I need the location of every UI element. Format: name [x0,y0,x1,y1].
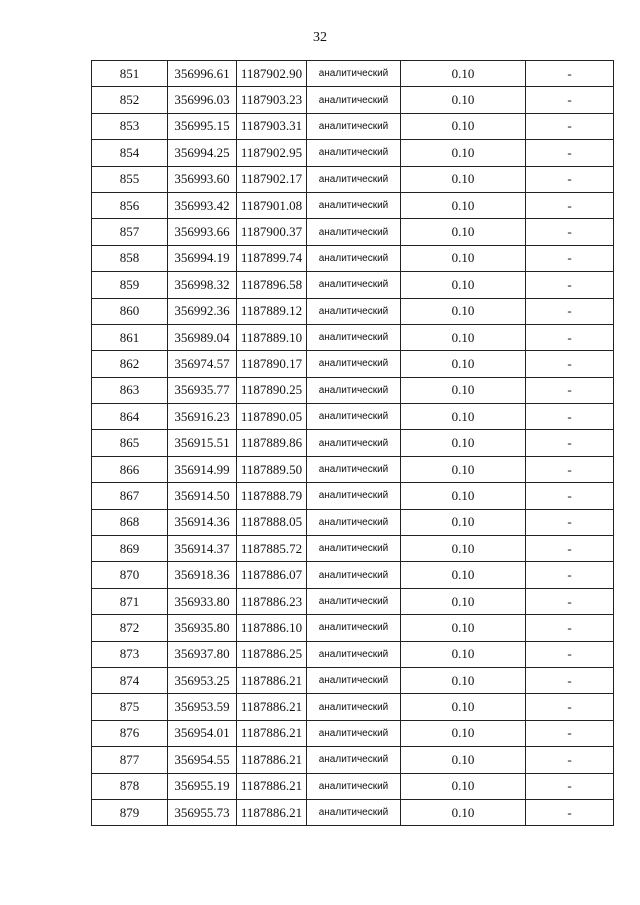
table-row [92,377,614,403]
point-number-cell: 856 [92,192,168,218]
note-cell: - [526,377,614,403]
accuracy-cell: 0.10 [401,720,526,746]
note-cell: - [526,773,614,799]
table-row [92,430,614,456]
x-coordinate-cell: 356993.60 [168,166,237,192]
y-coordinate-cell: 1187899.74 [237,245,307,271]
method-cell: аналитический [307,272,401,298]
note-cell: - [526,430,614,456]
note-cell: - [526,588,614,614]
accuracy-cell: 0.10 [401,694,526,720]
point-number-cell: 873 [92,641,168,667]
y-coordinate-cell: 1187886.07 [237,562,307,588]
accuracy-cell: 0.10 [401,562,526,588]
method-cell: аналитический [307,536,401,562]
method-cell: аналитический [307,456,401,482]
point-number-cell: 860 [92,298,168,324]
y-coordinate-cell: 1187889.50 [237,456,307,482]
method-cell: аналитический [307,747,401,773]
table-row [92,113,614,139]
note-cell: - [526,87,614,113]
y-coordinate-cell: 1187886.21 [237,694,307,720]
y-coordinate-cell: 1187888.05 [237,509,307,535]
point-number-cell: 875 [92,694,168,720]
table-row [92,562,614,588]
method-cell: аналитический [307,799,401,825]
x-coordinate-cell: 356994.19 [168,245,237,271]
y-coordinate-cell: 1187902.17 [237,166,307,192]
note-cell: - [526,615,614,641]
accuracy-cell: 0.10 [401,404,526,430]
point-number-cell: 877 [92,747,168,773]
table-row [92,694,614,720]
point-number-cell: 866 [92,456,168,482]
table-row [92,404,614,430]
point-number-cell: 857 [92,219,168,245]
x-coordinate-cell: 356953.25 [168,667,237,693]
y-coordinate-cell: 1187890.05 [237,404,307,430]
x-coordinate-cell: 356914.99 [168,456,237,482]
coordinates-table-body [92,61,614,826]
x-coordinate-cell: 356935.80 [168,615,237,641]
accuracy-cell: 0.10 [401,298,526,324]
note-cell: - [526,536,614,562]
accuracy-cell: 0.10 [401,113,526,139]
table-row [92,773,614,799]
table-row [92,324,614,350]
point-number-cell: 851 [92,61,168,87]
note-cell: - [526,483,614,509]
accuracy-cell: 0.10 [401,509,526,535]
method-cell: аналитический [307,166,401,192]
coordinates-table [91,60,614,826]
point-number-cell: 862 [92,351,168,377]
accuracy-cell: 0.10 [401,667,526,693]
x-coordinate-cell: 356995.15 [168,113,237,139]
note-cell: - [526,694,614,720]
accuracy-cell: 0.10 [401,773,526,799]
table-row [92,588,614,614]
note-cell: - [526,404,614,430]
note-cell: - [526,61,614,87]
x-coordinate-cell: 356954.01 [168,720,237,746]
table-row [92,351,614,377]
y-coordinate-cell: 1187886.21 [237,773,307,799]
method-cell: аналитический [307,773,401,799]
x-coordinate-cell: 356914.50 [168,483,237,509]
accuracy-cell: 0.10 [401,588,526,614]
x-coordinate-cell: 356993.66 [168,219,237,245]
accuracy-cell: 0.10 [401,351,526,377]
point-number-cell: 854 [92,140,168,166]
x-coordinate-cell: 356992.36 [168,298,237,324]
method-cell: аналитический [307,720,401,746]
page-number: 32 [313,30,327,45]
method-cell: аналитический [307,113,401,139]
x-coordinate-cell: 356994.25 [168,140,237,166]
note-cell: - [526,641,614,667]
point-number-cell: 876 [92,720,168,746]
x-coordinate-cell: 356915.51 [168,430,237,456]
table-row [92,87,614,113]
table-row [92,219,614,245]
method-cell: аналитический [307,404,401,430]
point-number-cell: 858 [92,245,168,271]
accuracy-cell: 0.10 [401,615,526,641]
y-coordinate-cell: 1187886.10 [237,615,307,641]
y-coordinate-cell: 1187901.08 [237,192,307,218]
method-cell: аналитический [307,667,401,693]
method-cell: аналитический [307,377,401,403]
accuracy-cell: 0.10 [401,641,526,667]
table-row [92,667,614,693]
accuracy-cell: 0.10 [401,61,526,87]
method-cell: аналитический [307,694,401,720]
x-coordinate-cell: 356996.03 [168,87,237,113]
point-number-cell: 855 [92,166,168,192]
point-number-cell: 853 [92,113,168,139]
x-coordinate-cell: 356916.23 [168,404,237,430]
note-cell: - [526,351,614,377]
accuracy-cell: 0.10 [401,219,526,245]
accuracy-cell: 0.10 [401,377,526,403]
y-coordinate-cell: 1187886.21 [237,667,307,693]
y-coordinate-cell: 1187886.23 [237,588,307,614]
x-coordinate-cell: 356993.42 [168,192,237,218]
method-cell: аналитический [307,588,401,614]
method-cell: аналитический [307,140,401,166]
y-coordinate-cell: 1187886.21 [237,799,307,825]
note-cell: - [526,219,614,245]
point-number-cell: 861 [92,324,168,350]
x-coordinate-cell: 356937.80 [168,641,237,667]
method-cell: аналитический [307,324,401,350]
accuracy-cell: 0.10 [401,324,526,350]
table-row [92,799,614,825]
point-number-cell: 867 [92,483,168,509]
method-cell: аналитический [307,298,401,324]
x-coordinate-cell: 356953.59 [168,694,237,720]
table-row [92,140,614,166]
note-cell: - [526,166,614,192]
note-cell: - [526,509,614,535]
method-cell: аналитический [307,87,401,113]
method-cell: аналитический [307,615,401,641]
table-row [92,615,614,641]
y-coordinate-cell: 1187885.72 [237,536,307,562]
table-row [92,192,614,218]
accuracy-cell: 0.10 [401,245,526,271]
note-cell: - [526,747,614,773]
y-coordinate-cell: 1187886.21 [237,720,307,746]
method-cell: аналитический [307,509,401,535]
x-coordinate-cell: 356954.55 [168,747,237,773]
y-coordinate-cell: 1187903.31 [237,113,307,139]
point-number-cell: 874 [92,667,168,693]
note-cell: - [526,192,614,218]
table-row [92,61,614,87]
x-coordinate-cell: 356935.77 [168,377,237,403]
y-coordinate-cell: 1187890.17 [237,351,307,377]
table-row [92,272,614,298]
table-row [92,483,614,509]
method-cell: аналитический [307,245,401,271]
method-cell: аналитический [307,219,401,245]
y-coordinate-cell: 1187886.25 [237,641,307,667]
accuracy-cell: 0.10 [401,747,526,773]
accuracy-cell: 0.10 [401,799,526,825]
point-number-cell: 878 [92,773,168,799]
point-number-cell: 879 [92,799,168,825]
point-number-cell: 859 [92,272,168,298]
point-number-cell: 865 [92,430,168,456]
accuracy-cell: 0.10 [401,272,526,298]
table-row [92,298,614,324]
table-row [92,509,614,535]
y-coordinate-cell: 1187903.23 [237,87,307,113]
accuracy-cell: 0.10 [401,192,526,218]
point-number-cell: 868 [92,509,168,535]
x-coordinate-cell: 356955.19 [168,773,237,799]
x-coordinate-cell: 356955.73 [168,799,237,825]
point-number-cell: 852 [92,87,168,113]
method-cell: аналитический [307,483,401,509]
y-coordinate-cell: 1187890.25 [237,377,307,403]
point-number-cell: 871 [92,588,168,614]
note-cell: - [526,140,614,166]
note-cell: - [526,298,614,324]
accuracy-cell: 0.10 [401,483,526,509]
y-coordinate-cell: 1187888.79 [237,483,307,509]
point-number-cell: 863 [92,377,168,403]
table-row [92,747,614,773]
note-cell: - [526,272,614,298]
method-cell: аналитический [307,61,401,87]
point-number-cell: 864 [92,404,168,430]
table-row [92,536,614,562]
y-coordinate-cell: 1187889.86 [237,430,307,456]
y-coordinate-cell: 1187902.90 [237,61,307,87]
y-coordinate-cell: 1187900.37 [237,219,307,245]
x-coordinate-cell: 356996.61 [168,61,237,87]
y-coordinate-cell: 1187889.10 [237,324,307,350]
table-row [92,456,614,482]
note-cell: - [526,799,614,825]
x-coordinate-cell: 356914.37 [168,536,237,562]
x-coordinate-cell: 356989.04 [168,324,237,350]
note-cell: - [526,245,614,271]
accuracy-cell: 0.10 [401,456,526,482]
table-row [92,641,614,667]
method-cell: аналитический [307,562,401,588]
x-coordinate-cell: 356974.57 [168,351,237,377]
x-coordinate-cell: 356914.36 [168,509,237,535]
note-cell: - [526,324,614,350]
method-cell: аналитический [307,351,401,377]
point-number-cell: 872 [92,615,168,641]
point-number-cell: 869 [92,536,168,562]
table-row [92,245,614,271]
note-cell: - [526,720,614,746]
accuracy-cell: 0.10 [401,430,526,456]
method-cell: аналитический [307,430,401,456]
method-cell: аналитический [307,192,401,218]
x-coordinate-cell: 356918.36 [168,562,237,588]
note-cell: - [526,456,614,482]
point-number-cell: 870 [92,562,168,588]
method-cell: аналитический [307,641,401,667]
note-cell: - [526,562,614,588]
accuracy-cell: 0.10 [401,140,526,166]
accuracy-cell: 0.10 [401,166,526,192]
table-row [92,720,614,746]
x-coordinate-cell: 356933.80 [168,588,237,614]
accuracy-cell: 0.10 [401,87,526,113]
note-cell: - [526,667,614,693]
y-coordinate-cell: 1187886.21 [237,747,307,773]
note-cell: - [526,113,614,139]
x-coordinate-cell: 356998.32 [168,272,237,298]
table-row [92,166,614,192]
y-coordinate-cell: 1187896.58 [237,272,307,298]
y-coordinate-cell: 1187902.95 [237,140,307,166]
accuracy-cell: 0.10 [401,536,526,562]
y-coordinate-cell: 1187889.12 [237,298,307,324]
